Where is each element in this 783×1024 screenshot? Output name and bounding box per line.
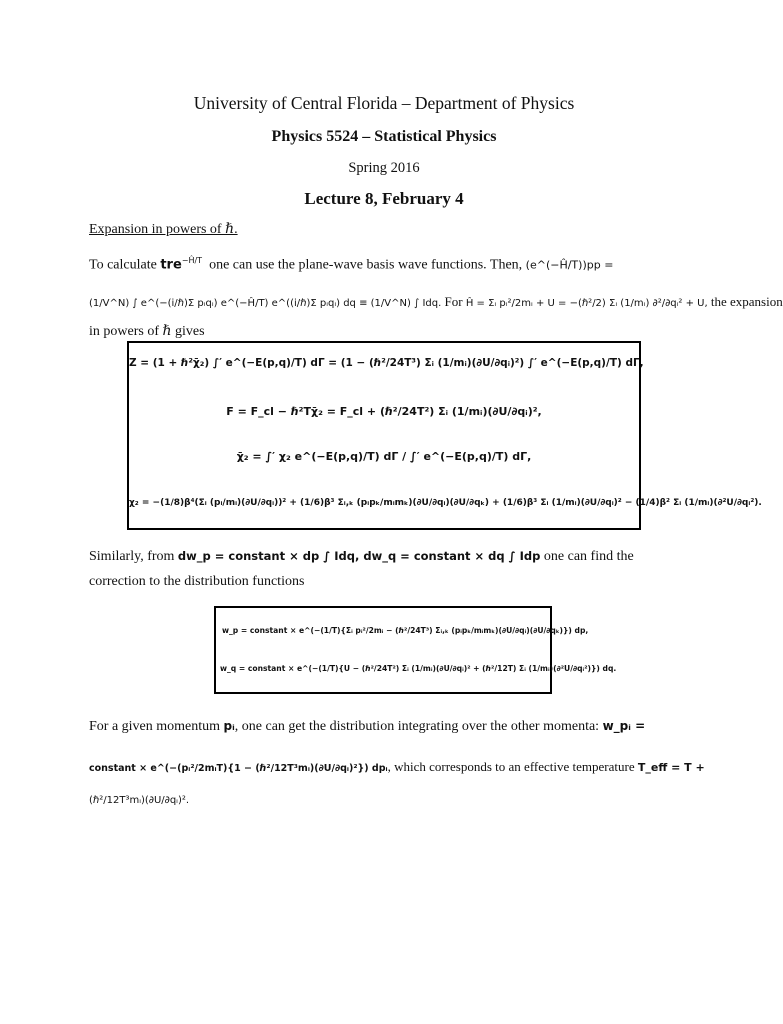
para3-line3-expr: (ℏ²/12T³mᵢ)(∂U/∂qᵢ)². xyxy=(89,795,190,806)
equation-box-distribution xyxy=(214,606,617,694)
eq-chi2-average: χ̄₂ = ∫′ χ₂ e^(−E(p,q)/T) dΓ / ∫′ e^(−E(p,q)/T) dΓ, xyxy=(236,450,532,463)
para2-line1-b: dw_p = constant × dp ∫ Idq, dw_q = constant × dq ∫ Idp xyxy=(177,549,541,563)
para1-line1-d: (e^(−Ĥ/T))pp = xyxy=(525,258,614,272)
eq-coordinate-distribution: w_q = constant × e^(−(1/T){U − (ℏ²/24T²) Σᵢ (1/mᵢ)(∂U/∂qᵢ)² + (ℏ²/12T) Σᵢ (1/mᵢ)(∂²U/∂qᵢ²)}) dq. xyxy=(220,664,617,673)
section-heading: Expansion in powers of ℏ. xyxy=(89,222,238,237)
para1-line2-b: For xyxy=(444,294,463,309)
para3-line2-c: T_eff = T + xyxy=(637,761,705,774)
para1-line2 xyxy=(89,292,783,314)
course-title: Physics 5524 – Statistical Physics xyxy=(271,128,497,145)
para3-line1-d: w_pᵢ = xyxy=(602,719,646,733)
para1-line2-c: Ĥ = Σᵢ pᵢ²/2mᵢ + U = −(ℏ²/2) Σᵢ (1/mᵢ) ∂²/∂qᵢ² + U, xyxy=(465,298,708,309)
para1-line3: in powers of ℏ gives xyxy=(89,324,205,339)
para3-line3 xyxy=(89,790,679,811)
eq-partition-function: Z = (1 + ℏ²χ̄₂) ∫′ e^(−E(p,q)/T) dΓ = (1 − (ℏ²/24T³) Σᵢ (1/mᵢ)(∂U/∂qᵢ)²) ∫′ e^(−E(p,q)/T) dΓ, xyxy=(129,357,644,369)
para1-line1-a: To calculate xyxy=(89,257,157,273)
para1-line1-exp: −Ĥ/T xyxy=(181,256,203,265)
para3-line2 xyxy=(89,757,705,779)
para3-line1 xyxy=(89,716,679,737)
para1-line2-a: (1/V^N) ∫ e^(−(i/ℏ)Σ pᵢqᵢ) e^(−Ĥ/T) e^((i/ℏ)Σ pᵢqᵢ) dq ≡ (1/V^N) ∫ Idq. xyxy=(89,298,442,309)
para1-line1-b: tre xyxy=(160,257,182,273)
para3-line1-a: For a given momentum xyxy=(89,719,221,734)
para2-line1 xyxy=(89,546,679,567)
para3-line1-c: , one can get the distribution integrating over the other momenta: xyxy=(234,719,600,734)
lecture-title: Lecture 8, February 4 xyxy=(304,189,464,208)
para1-line1-c: one can use the plane-wave basis wave functions. Then, xyxy=(209,257,523,273)
eq-free-energy: F = F_cl − ℏ²Tχ̄₂ = F_cl + (ℏ²/24T²) Σᵢ (1/mᵢ)(∂U/∂qᵢ)², xyxy=(226,405,542,418)
equation-box-partition xyxy=(127,341,762,530)
eq-chi2: χ₂ = −(1/8)β⁴(Σᵢ (pᵢ/mᵢ)(∂U/∂qᵢ))² + (1/6)β³ Σᵢ,ₖ (pᵢpₖ/mᵢmₖ)(∂U/∂qᵢ)(∂U/∂qₖ) + (1/6)β³ Σᵢ (1/mᵢ)(∂U/∂qᵢ)² − (1/4)β² Σᵢ (1/mᵢ)(∂²U/∂qᵢ²). xyxy=(129,498,762,508)
para1-line2-d: the expansion xyxy=(710,294,783,309)
eq-momentum-distribution: w_p = constant × e^(−(1/T){Σᵢ pᵢ²/2mᵢ − (ℏ²/24T³) Σᵢ,ₖ (pᵢpₖ/mᵢmₖ)(∂U/∂qᵢ)(∂U/∂qₖ)}) dp, xyxy=(222,626,589,635)
para2-line1-a: Similarly, from xyxy=(89,549,175,564)
para1-line1 xyxy=(89,251,679,276)
term: Spring 2016 xyxy=(348,160,420,176)
university-title: University of Central Florida – Department of Physics xyxy=(193,93,575,113)
para3-line1-b: pᵢ xyxy=(223,719,235,733)
para2-line2: correction to the distribution functions xyxy=(89,574,305,589)
para3-line2-a: constant × e^(−(pᵢ²/2mᵢT){1 − (ℏ²/12T³mᵢ)(∂U/∂qᵢ)²}) dpᵢ xyxy=(89,763,388,774)
para2-line1-c: one can find the xyxy=(543,549,634,564)
para3-line2-b: , which corresponds to an effective temperature xyxy=(387,759,635,774)
